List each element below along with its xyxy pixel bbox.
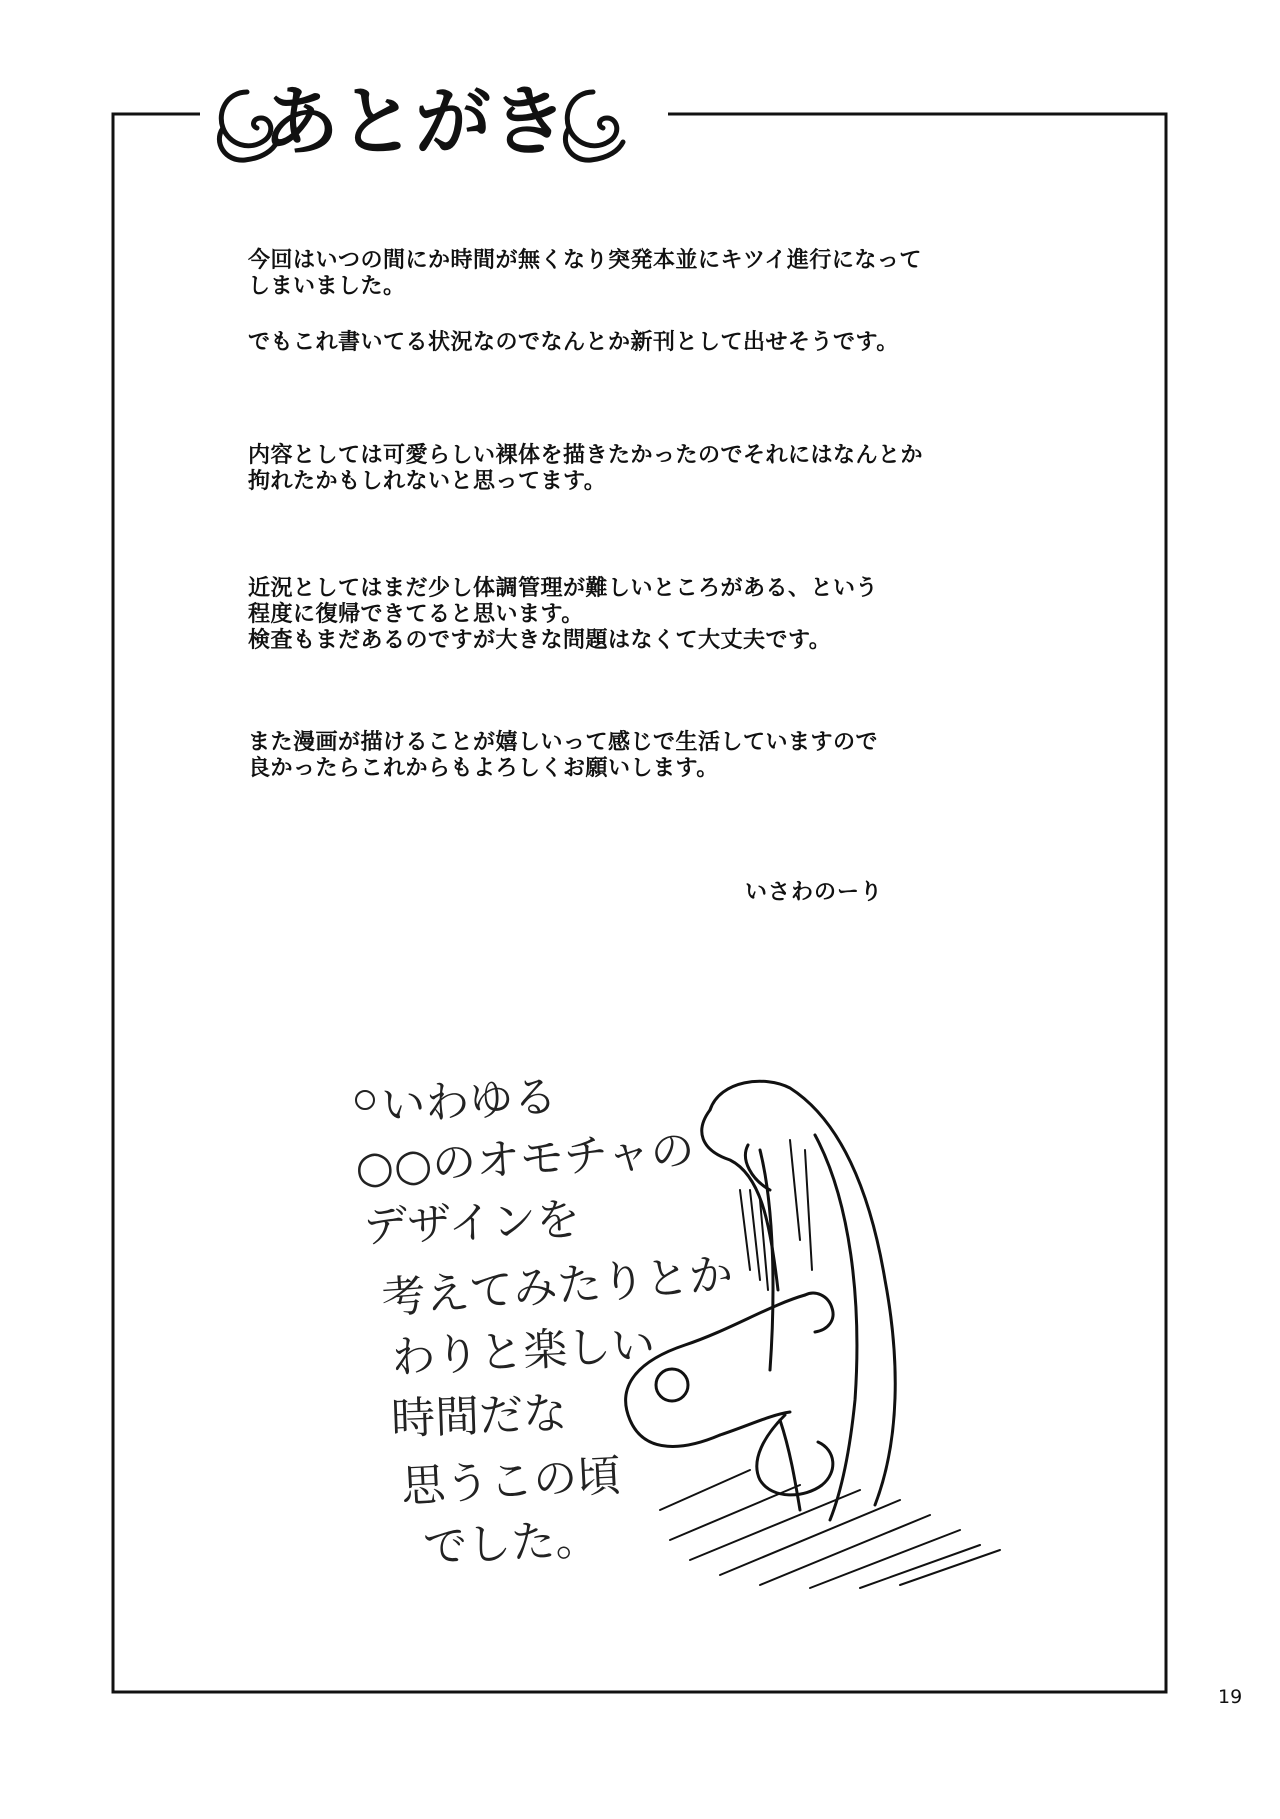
paragraph-2 (248, 330, 1008, 356)
text-line: 検査もまだあるのですが大きな問題はなくて大丈夫です。 (248, 628, 832, 653)
paragraph-1 (248, 248, 1008, 300)
text-line: でもこれ書いてる状況なのでなんとか新刊として出せそうです。 (248, 330, 899, 355)
paragraph-3 (248, 443, 1008, 495)
afterword-heading (205, 62, 645, 178)
note-line: デザインを (362, 1194, 581, 1253)
text-line: 今回はいつの間にか時間が無くなり突発本並にキツイ進行になって (248, 248, 922, 273)
author-signature: いさわのーり (745, 880, 884, 905)
afterword-title: あとがき (263, 77, 567, 166)
note-line: 思うこの頃 (400, 1450, 623, 1513)
note-line: わりと楽しい (390, 1319, 657, 1384)
heart-ornament-icon (205, 62, 645, 178)
text-line: 程度に復帰できてると思います。 (248, 602, 584, 627)
sketch-illustration (600, 1040, 1020, 1590)
text-line: 内容としては可愛らしい裸体を描きたかったのでそれにはなんとか (248, 443, 924, 468)
note-line: ○○のオモチャの (354, 1125, 696, 1194)
bullet-icon (355, 1090, 375, 1110)
note-line: いわゆる (380, 1071, 559, 1132)
paragraph-5 (248, 730, 1008, 782)
text-line: しまいました。 (248, 274, 406, 299)
paragraph-4 (248, 576, 1008, 654)
note-line: 考えてみたりとか (379, 1248, 735, 1325)
text-line: 良かったらこれからもよろしくお願いします。 (248, 756, 719, 781)
text-line: 近況としてはまだ少し体調管理が難しいところがある、という (248, 576, 879, 601)
text-line: 拘れたかもしれないと思ってます。 (248, 469, 607, 494)
text-line: また漫画が描けることが嬉しいって感じで生活していますので (248, 730, 879, 755)
page-number: 19 (1218, 1686, 1243, 1708)
note-line: 時間だな (390, 1387, 568, 1446)
note-line: でした。 (422, 1513, 601, 1574)
